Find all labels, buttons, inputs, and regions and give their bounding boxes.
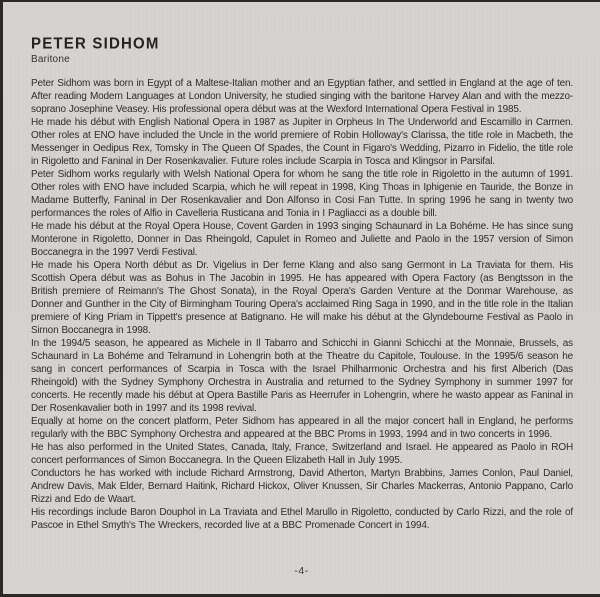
bio-paragraph: Peter Sidhom works regularly with Welsh National Opera for whom he sang the title role in Rigoletto in the autumn of 1991. Other roles with ENO have included Scarpia, which he will repeat in 1998, King Thoas in Iphigenie en Tauride, the Bonze in Madame Butterfly, Faninal in Der Rosenkavalier and Don Alfonso in Cosi Fan Tutte. In spring 1996 he sang in twenty two performances the roles of Alfio in Cavelleria Rusticana and Tonia in I Pagliacci as a double bill. — [31, 169, 573, 219]
bio-paragraph: He has also performed in the United States, Canada, Italy, France, Switzerland and Israel. He appeared as Paolo in ROH concert performances of Simon Boccanegra. In the Queen Elizabeth Hall in July 1995. — [31, 442, 573, 466]
bio-paragraph: He made his Opera North début as Dr. Vigelius in Der ferne Klang and also sang Germont in La Traviata for them. His Scottish Opera début was as Bohus in The Jacobin in 1995. He has appeared with Opera Factory (as Bengtsson in the British premiere of Reimann's The Ghost Sonata), in the Royal Opera's Garden Venture at the Donmar Warehouse, as Donner and Gunther in the City of Birmingham Touring Opera's acclaimed Ring Saga in 1990, and in the title role in the Italian premiere of King Priam in Tippett's presence at Batignano. He will make his début at the Glyndebourne Festival as Paolo in Simon Boccanegra in 1998. — [31, 260, 573, 336]
page-content — [3, 2, 600, 594]
page-title: PETER SIDHOM — [31, 34, 160, 53]
bio-paragraph: He made his début at the Royal Opera House, Covent Garden in 1993 singing Schaunard in La Bohéme. He has since sung Monterone in Rigoletto, Donner in Das Rheingold, Capulet in Romeo and Juliette and Paolo in the 1957 version of Simon Boccanegra in the 1997 Verdi Festival. — [31, 221, 573, 258]
biography-text — [31, 77, 573, 532]
bio-paragraph: His recordings include Baron Douphol in La Traviata and Ethel Marullo in Rigoletto, conducted by Carlo Rizzi, and the role of Pascoe in Ethel Smyth's The Wreckers, recorded live at a BBC Promenade Concert in 1994. — [31, 507, 573, 531]
bio-paragraph: Peter Sidhom was born in Egypt of a Maltese-Italian mother and an Egyptian father, and settled in England at the age of ten. After reading Modern Languages at London University, he studied singing with the baritone Harvey Alan and with the mezzo-soprano Josephine Veasey. His professional opera début was at the Wexford International Opera Festival in 1985. — [31, 78, 573, 115]
bio-paragraph: He made his début with English National Opera in 1987 as Jupiter in Orpheus In The Underworld and Escamillo in Carmen. Other roles at ENO have included the Uncle in the world premiere of Robin Holloway's Clarissa, the title role in Macbeth, the Messenger in Oedipus Rex, Tomsky in The Queen Of Spades, the Count in Figaro's Wedding, Pizarro in Fidelio, the title role in Rigoletto and Faninal in Der Rosenkavalier. Future roles include Scarpia in Tosca and Klingsor in Parsifal. — [31, 117, 573, 167]
bio-paragraph: Equally at home on the concert platform, Peter Sidhom has appeared in all the major concert hall in England, he performs regularly with the BBC Symphony Orchestra and appeared at the BBC Proms in 1993, 1994 and in two concerts in 1996. — [31, 416, 573, 440]
bio-paragraph: Conductors he has worked with include Richard Armstrong, David Atherton, Martyn Brabbins, James Conlon, Paul Daniel, Andrew Davis, Mak Elder, Bernard Haitink, Richard Hickox, Oliver Knussen, Sir Charles Mackerras, Antonio Pappano, Carlo Rizzi and Edo de Waart. — [31, 468, 573, 505]
page-subtitle: Baritone — [31, 54, 70, 65]
bio-paragraph: In the 1994/5 season, he appeared as Michele in Il Tabarro and Schicchi in Gianni Schicchi at the Monnaie, Brussels, as Schaunard in La Bohéme and Telramund in Lohengrin both at the Theatre du Capitole, Toulouse. In the 1995/6 season he sang in concert performances of Scarpia in Tosca with the Israel Philharmonic Orchestra and his first Alberich (Das Rheingold) with the Sydney Symphony Orchestra in Australia and returned to the Sydney Symphony in summer 1997 for concerts. He recently made his début at Opera Bastille Paris as Heerrufer in Lohengrin, where he wasto appear as Faninal in Der Rosenkavalier both in 1997 and its 1998 revival. — [31, 338, 573, 414]
page-header — [31, 36, 573, 65]
page-number: -4- — [294, 565, 309, 577]
